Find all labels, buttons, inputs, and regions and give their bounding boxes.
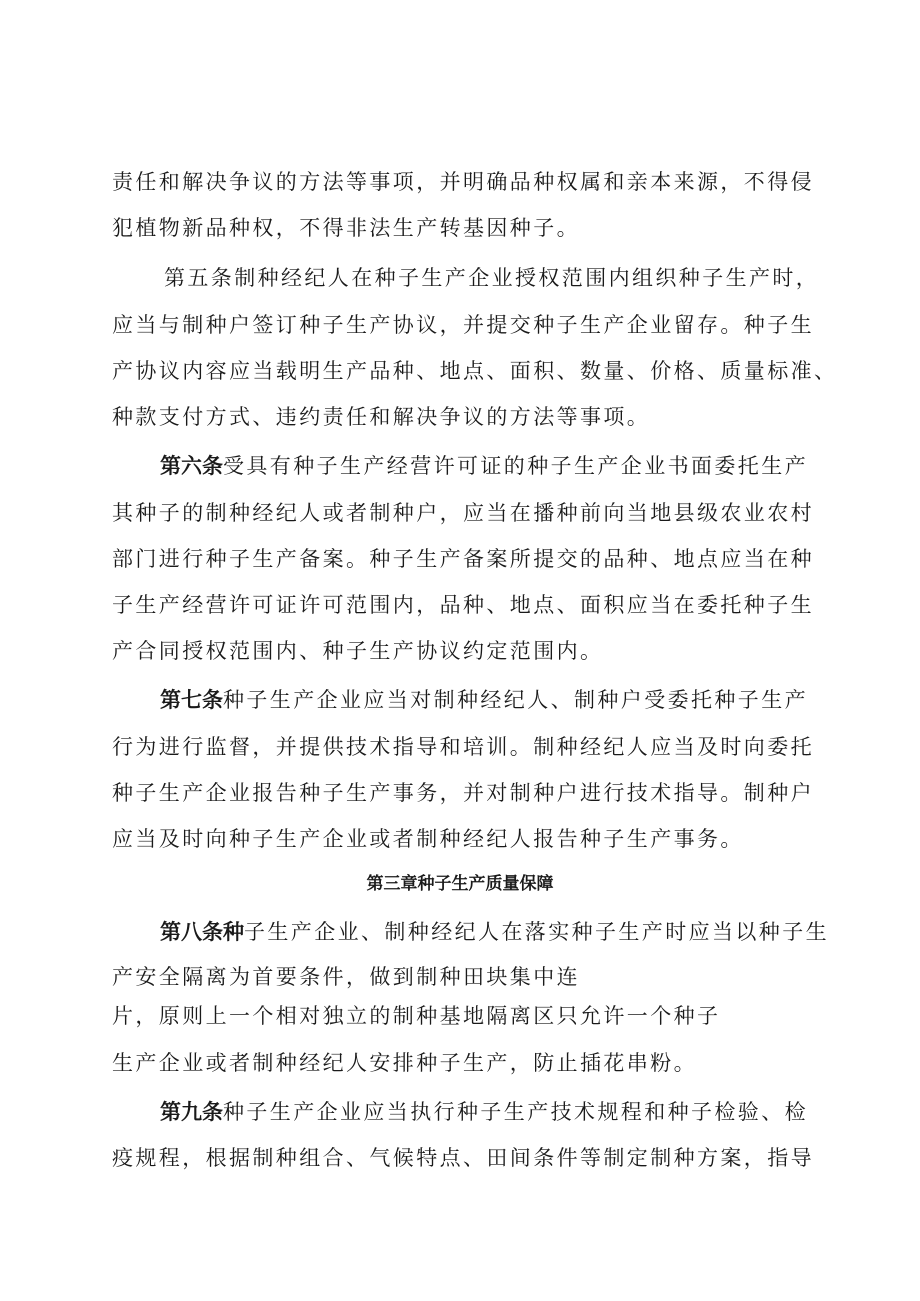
article-9-first-line: [160, 1098, 808, 1126]
text-run: 种子生产企业应当对制种经纪人、制种户受委托种子生产: [223, 688, 808, 712]
text-line: 疫规程，根据制种组合、气候特点、田间条件等制定制种方案，指导: [112, 1146, 814, 1170]
chapter-title: 第三章种子生产质量保障: [366, 874, 554, 894]
text-line: 部门进行种子生产备案。种子生产备案所提交的品种、地点应当在种: [112, 547, 814, 571]
text-line: 产安全隔离为首要条件，做到制种田块集中连: [112, 965, 580, 989]
text-line: 行为进行监督，并提供技术指导和培训。制种经纪人应当及时向委托: [112, 735, 814, 759]
text-line: 产合同授权范围内、种子生产协议约定范围内。: [112, 639, 604, 663]
article-6-first-line: [160, 452, 808, 480]
text-line: 应当与制种户签订种子生产协议，并提交种子生产企业留存。种子生: [112, 313, 814, 337]
article-heading: 第七条: [160, 688, 223, 712]
article-heading: 第八条种: [160, 920, 244, 944]
text-line: 责任和解决争议的方法等事项，并明确品种权属和亲本来源，不得侵: [112, 170, 814, 194]
text-run: 种子生产企业应当执行种子生产技术规程和种子检验、检: [223, 1100, 808, 1124]
text-line: 其种子的制种经纪人或者制种户，应当在播种前向当地县级农业农村: [112, 501, 814, 525]
text-line: 子生产经营许可证许可范围内，品种、地点、面积应当在委托种子生: [112, 593, 814, 617]
text-line: 第五条制种经纪人在种子生产企业授权范围内组织种子生产时，: [164, 266, 820, 290]
article-heading: 第九条: [160, 1100, 223, 1124]
text-line: 种子生产企业报告种子生产事务，并对制种户进行技术指导。制种户: [112, 781, 814, 805]
text-line: 种款支付方式、违约责任和解决争议的方法等事项。: [112, 405, 651, 429]
article-7-first-line: [160, 686, 808, 714]
text-line: 应当及时向种子生产企业或者制种经纪人报告种子生产事务。: [112, 827, 744, 851]
article-8-first-line: [160, 918, 829, 946]
text-line: 片，原则上一个相对独立的制种基地隔离区只允许一个种子: [112, 1004, 721, 1028]
text-run: 受具有种子生产经营许可证的种子生产企业书面委托生产: [223, 454, 808, 478]
text-line: 犯植物新品种权，不得非法生产转基因种子。: [112, 216, 580, 240]
text-line: 生产企业或者制种经纪人安排种子生产，防止插花串粉。: [112, 1051, 697, 1075]
text-run: 子生产企业、制种经纪人在落实种子生产时应当以种子生: [244, 920, 829, 944]
text-line: 产协议内容应当载明生产品种、地点、面积、数量、价格、质量标准、: [112, 359, 838, 383]
article-heading: 第六条: [160, 454, 223, 478]
